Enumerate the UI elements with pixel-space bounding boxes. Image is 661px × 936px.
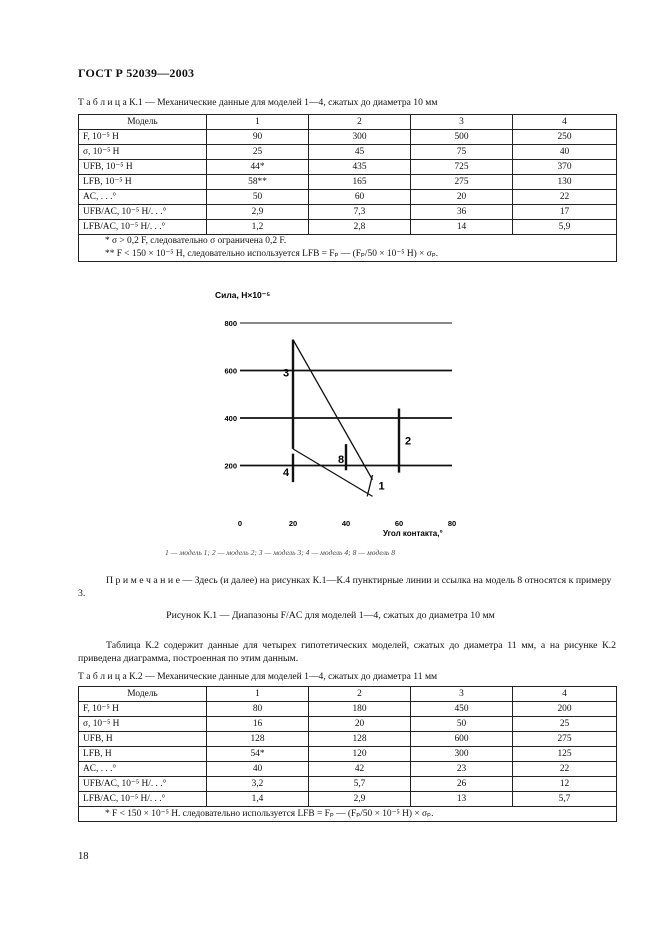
table-row bbox=[79, 190, 617, 205]
table-cell: 50 bbox=[411, 717, 513, 732]
table-cell: 90 bbox=[207, 130, 309, 145]
column-header: 1 bbox=[207, 687, 309, 702]
table-cell: 45 bbox=[309, 145, 411, 160]
table2 bbox=[78, 686, 617, 822]
table-cell: 12 bbox=[513, 777, 617, 792]
column-header: 2 bbox=[309, 115, 411, 130]
marker-label-2: 2 bbox=[405, 435, 412, 448]
table-cell: 180 bbox=[309, 702, 411, 717]
table-cell: 125 bbox=[513, 747, 617, 762]
row-label: LFB, Н bbox=[79, 747, 207, 762]
table-cell: 5,7 bbox=[309, 777, 411, 792]
table-cell: 275 bbox=[513, 732, 617, 747]
column-header: Модель bbox=[79, 687, 207, 702]
table-header-row bbox=[79, 115, 617, 130]
column-header: 4 bbox=[513, 687, 617, 702]
y-tick-label: 600 bbox=[224, 366, 237, 376]
row-label: UFB/AC, 10⁻⁵ Н/. . .° bbox=[79, 205, 207, 220]
table-cell: 40 bbox=[513, 145, 617, 160]
table-cell: 50 bbox=[207, 190, 309, 205]
table-notes-row bbox=[79, 235, 617, 262]
table-row bbox=[79, 762, 617, 777]
marker-label-4: 4 bbox=[283, 466, 290, 479]
table-row bbox=[79, 792, 617, 807]
table-row bbox=[79, 175, 617, 190]
chart-ylabel: Сила, Н×10⁻⁵ bbox=[215, 290, 271, 300]
table-cell: 7,3 bbox=[309, 205, 411, 220]
row-label: UFB, 10⁻⁵ Н bbox=[79, 160, 207, 175]
table-cell: 16 bbox=[207, 717, 309, 732]
column-header: 2 bbox=[309, 687, 411, 702]
row-label: UFB, Н bbox=[79, 732, 207, 747]
row-label: UFB/AC, 10⁻⁵ Н/. . .° bbox=[79, 777, 207, 792]
table-cell: 2,8 bbox=[309, 220, 411, 235]
y-tick-label: 200 bbox=[224, 461, 237, 471]
table-row bbox=[79, 747, 617, 762]
row-label: LFB, 10⁻⁵ Н bbox=[79, 175, 207, 190]
table-row bbox=[79, 777, 617, 792]
table-cell: 128 bbox=[207, 732, 309, 747]
table-cell: 250 bbox=[513, 130, 617, 145]
table-cell: 13 bbox=[411, 792, 513, 807]
table-cell: 1,2 bbox=[207, 220, 309, 235]
figure-k1-chart bbox=[205, 282, 475, 544]
table-row bbox=[79, 160, 617, 175]
table-notes bbox=[79, 807, 617, 822]
table-row bbox=[79, 130, 617, 145]
table-cell: 165 bbox=[309, 175, 411, 190]
table-cell: 25 bbox=[207, 145, 309, 160]
table-cell: 54* bbox=[207, 747, 309, 762]
body-paragraph: Таблица К.2 содержит данные для четырех гипотетических моделей, сжатых до диаметра 11 мм, а на рисунке К.2 приведена диаграмма, построенная по этим данным. bbox=[78, 640, 616, 664]
series-line-4 bbox=[293, 449, 373, 497]
table-cell: 300 bbox=[411, 747, 513, 762]
table1 bbox=[78, 114, 617, 262]
row-label: LFB/AC, 10⁻⁵ Н/. . .° bbox=[79, 792, 207, 807]
table-cell: 500 bbox=[411, 130, 513, 145]
table-header-row bbox=[79, 687, 617, 702]
column-header: 3 bbox=[411, 687, 513, 702]
column-header: 4 bbox=[513, 115, 617, 130]
table-row bbox=[79, 702, 617, 717]
table-cell: 435 bbox=[309, 160, 411, 175]
table-cell: 200 bbox=[513, 702, 617, 717]
column-header: 3 bbox=[411, 115, 513, 130]
table-cell: 725 bbox=[411, 160, 513, 175]
table-cell: 1,4 bbox=[207, 792, 309, 807]
table-cell: 60 bbox=[309, 190, 411, 205]
column-header: 1 bbox=[207, 115, 309, 130]
table-cell: 25 bbox=[513, 717, 617, 732]
table-row bbox=[79, 732, 617, 747]
table-row bbox=[79, 205, 617, 220]
table-cell: 22 bbox=[513, 762, 617, 777]
marker-1 bbox=[367, 475, 372, 496]
table-cell: 26 bbox=[411, 777, 513, 792]
table-cell: 17 bbox=[513, 205, 617, 220]
table-cell: 80 bbox=[207, 702, 309, 717]
table-cell: 23 bbox=[411, 762, 513, 777]
page-number: 18 bbox=[78, 851, 89, 862]
table-cell: 5,9 bbox=[513, 220, 617, 235]
column-header: Модель bbox=[79, 115, 207, 130]
table-cell: 22 bbox=[513, 190, 617, 205]
table-cell: 450 bbox=[411, 702, 513, 717]
table-cell: 275 bbox=[411, 175, 513, 190]
x-tick-label: 20 bbox=[288, 519, 298, 528]
table-notes bbox=[79, 235, 617, 262]
table-cell: 370 bbox=[513, 160, 617, 175]
figure-note: П р и м е ч а н и е — Здесь (и далее) на рисунках К.1—К.4 пунктирные линии и ссылка на модель 8 относятся к примеру 3. bbox=[78, 575, 612, 599]
table-cell: 58** bbox=[207, 175, 309, 190]
table2-caption: Т а б л и ц а К.2 — Механические данные для моделей 1—4, сжатых до диаметра 11 мм bbox=[78, 671, 438, 682]
series-line-3 bbox=[293, 340, 373, 480]
table-cell: 44* bbox=[207, 160, 309, 175]
x-tick-label: 80 bbox=[447, 519, 457, 528]
marker-label-8: 8 bbox=[338, 454, 345, 467]
table-cell: 42 bbox=[309, 762, 411, 777]
table1-caption: Т а б л и ц а К.1 — Механические данные для моделей 1—4, сжатых до диаметра 10 мм bbox=[78, 97, 438, 108]
row-label: F, 10⁻⁵ Н bbox=[79, 130, 207, 145]
table-row bbox=[79, 220, 617, 235]
row-label: σ, 10⁻⁵ Н bbox=[79, 717, 207, 732]
table-cell: 120 bbox=[309, 747, 411, 762]
table-cell: 300 bbox=[309, 130, 411, 145]
marker-label-1: 1 bbox=[378, 480, 385, 493]
table-cell: 130 bbox=[513, 175, 617, 190]
x-tick-label: 0 bbox=[237, 519, 243, 528]
table-cell: 2,9 bbox=[207, 205, 309, 220]
row-label: LFB/AC, 10⁻⁵ Н/. . .° bbox=[79, 220, 207, 235]
table-cell: 75 bbox=[411, 145, 513, 160]
x-tick-label: 40 bbox=[341, 519, 351, 528]
table-cell: 128 bbox=[309, 732, 411, 747]
figure-legend: 1 — модель 1; 2 — модель 2; 3 — модель 3; 4 — модель 4; 8 — модель 8 bbox=[165, 548, 396, 557]
table-row bbox=[79, 145, 617, 160]
document-header: ГОСТ Р 52039—2003 bbox=[78, 66, 195, 80]
table-cell: 36 bbox=[411, 205, 513, 220]
figure-caption: Рисунок К.1 — Диапазоны F/AC для моделей 1—4, сжатых до диаметра 10 мм bbox=[166, 610, 495, 621]
marker-label-3: 3 bbox=[283, 367, 290, 380]
table-cell: 2,9 bbox=[309, 792, 411, 807]
table-cell: 14 bbox=[411, 220, 513, 235]
table-cell: 20 bbox=[309, 717, 411, 732]
table-cell: 3,2 bbox=[207, 777, 309, 792]
table-footnote: * F < 150 × 10⁻⁵ Н. следовательно используется LFB = Fₚ — (Fₚ/50 × 10⁻⁵ Н) × σₚ. bbox=[105, 808, 434, 819]
table-cell: 600 bbox=[411, 732, 513, 747]
table-notes-row bbox=[79, 807, 617, 822]
chart-xlabel: Угол контакта,° bbox=[383, 529, 443, 538]
x-tick-label: 60 bbox=[394, 519, 404, 528]
table-cell: 20 bbox=[411, 190, 513, 205]
table-cell: 5,7 bbox=[513, 792, 617, 807]
row-label: σ, 10⁻⁵ Н bbox=[79, 145, 207, 160]
table-row bbox=[79, 717, 617, 732]
y-tick-label: 400 bbox=[224, 414, 237, 423]
table-footnote: * σ > 0,2 F, следовательно σ ограничена 0,2 F. bbox=[105, 236, 287, 246]
row-label: F, 10⁻⁵ Н bbox=[79, 702, 207, 717]
row-label: AC, . . .° bbox=[79, 190, 207, 205]
y-tick-label: 800 bbox=[224, 319, 237, 328]
table-footnote: ** F < 150 × 10⁻⁵ Н, следовательно используется LFB = Fₚ — (Fₚ/50 × 10⁻⁵ Н) × σₚ. bbox=[105, 249, 439, 259]
table-cell: 40 bbox=[207, 762, 309, 777]
row-label: AC, . . .° bbox=[79, 762, 207, 777]
